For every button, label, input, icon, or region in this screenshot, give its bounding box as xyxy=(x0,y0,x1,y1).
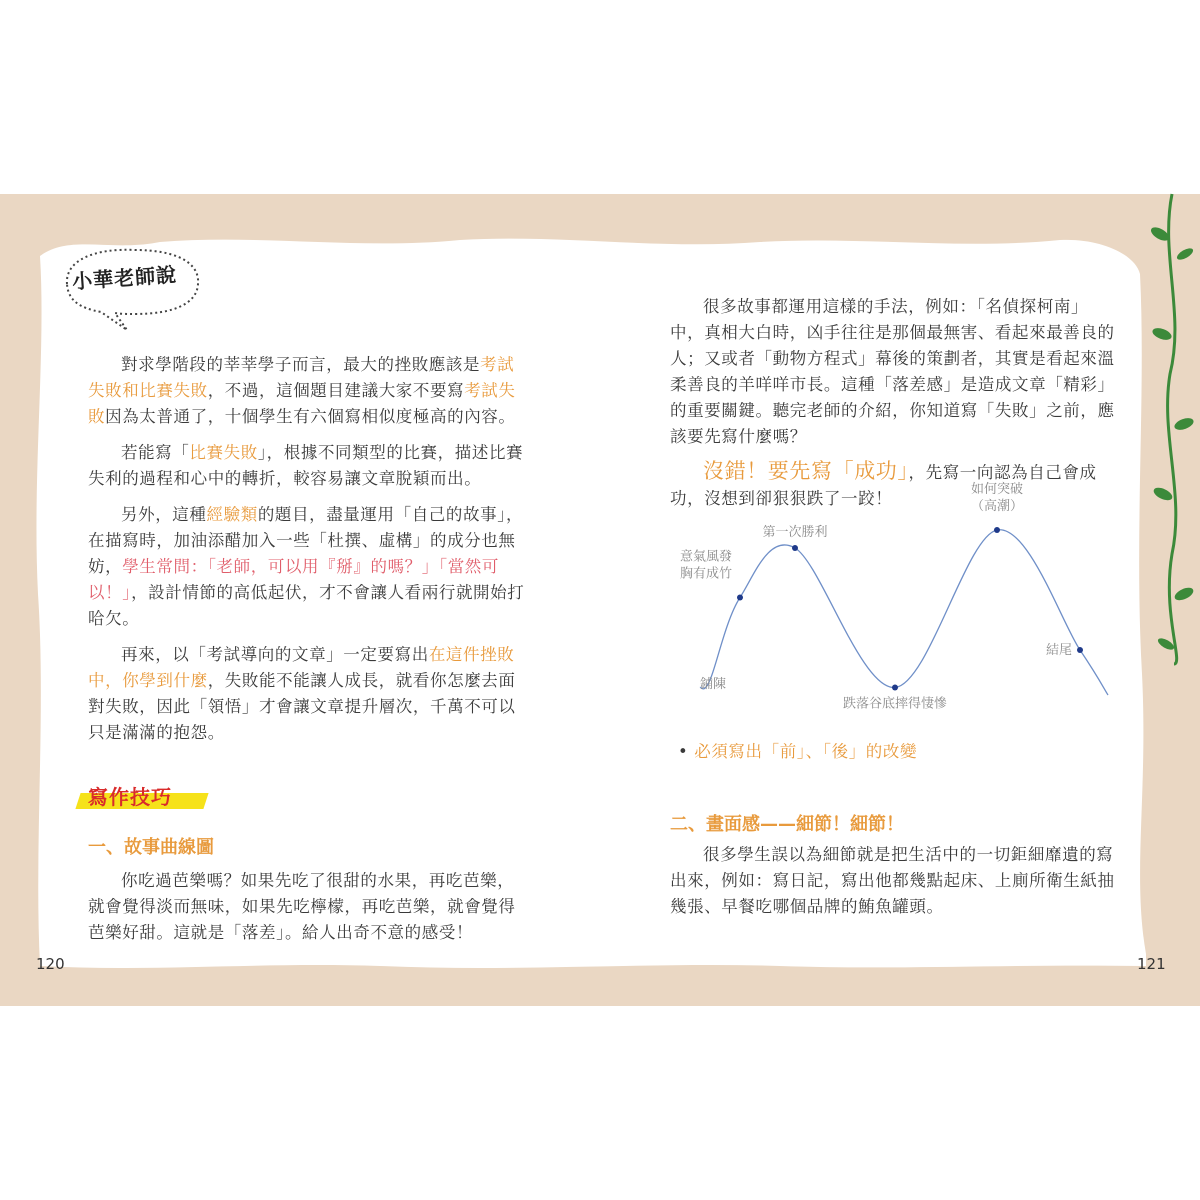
section2-paragraph: 很多學生誤以為細節就是把生活中的一切鉅細靡遺的寫出來，例如：寫日記，寫出他都幾點起床、上廁所衛生紙抽幾張、早餐吃哪個品牌的鮪魚罐頭。 xyxy=(670,845,1115,916)
curve-point xyxy=(1077,647,1083,653)
curve-point xyxy=(792,545,798,551)
highlighted-text: 在這件挫敗中，你學到什麼 xyxy=(88,645,515,690)
text-run: ，設計情節的高低起伏，才不會讓人看兩行就開始打哈欠。 xyxy=(88,583,525,628)
curve-label: 如何突破 xyxy=(970,482,1024,497)
section2-heading: 二、畫面感——細節！細節！ xyxy=(670,814,904,835)
text-run: 若能寫「 xyxy=(121,443,190,462)
body-paragraph xyxy=(88,642,530,746)
highlighted-text: 比賽失敗 xyxy=(189,443,258,462)
body-paragraph xyxy=(88,502,530,632)
vine-leaf xyxy=(1173,585,1195,603)
curve-label: 胸有成竹 xyxy=(679,566,732,582)
curve-label: 結尾 xyxy=(1045,643,1072,658)
text-run: ，失敗能不能讓人成長，就看你怎麼去面對失敗，因此「領悟」才會讓文章提升層次，千萬不可以只是滿滿的抱怨。 xyxy=(88,671,516,742)
bullet-point xyxy=(678,739,917,765)
left-body-text xyxy=(88,352,530,756)
curve-label: （高潮） xyxy=(970,499,1024,514)
lead-rest: ，先寫一向認為自己會成功，沒想到卻狠狠跌了一跤！ xyxy=(670,463,1097,508)
page-number-right: 121 xyxy=(1137,955,1166,973)
vine-leaf xyxy=(1173,416,1195,432)
text-run: 的題目，盡量運用「自己的故事」，在描寫時，加油添醋加入一些「杜撰、虛構」的成分也無妨， xyxy=(88,505,524,576)
bullet-text: 必須寫出「前」、「後」的改變 xyxy=(694,742,918,761)
curve-label: 意氣風發 xyxy=(679,549,732,565)
text-run: 」，根據不同類型的比賽，描述比賽失利的過程和心中的轉折，較容易讓文章脫穎而出。 xyxy=(88,443,524,488)
badge-label: 小華老師說 xyxy=(71,262,178,294)
body-paragraph xyxy=(88,352,530,430)
right-lead xyxy=(670,458,1115,522)
vine-stem xyxy=(1168,194,1177,664)
curve-point xyxy=(994,527,1000,533)
curve-label: 第一次勝利 xyxy=(762,525,828,540)
highlighted-text: 學生常問：「老師，可以用『掰』的嗎？」「當然可以！」 xyxy=(88,557,500,602)
page-number-left: 120 xyxy=(36,955,65,973)
highlighted-text: 考試失敗 xyxy=(88,381,516,426)
body-paragraph xyxy=(88,440,530,492)
curve-point xyxy=(892,685,898,691)
vine-leaf xyxy=(1151,326,1173,342)
highlighted-text: 考試失敗和比賽失敗 xyxy=(88,355,515,400)
text-run: 因為太普通了，十個學生有六個寫相似度極高的內容。 xyxy=(105,407,516,426)
vine-leaf xyxy=(1175,246,1195,262)
section1-paragraph: 你吃過芭樂嗎？如果先吃了很甜的水果，再吃芭樂，就會覺得淡而無味，如果先吃檸檬，再吃芭樂，就會覺得芭樂好甜。這就是「落差」。給人出奇不意的感受！ xyxy=(88,871,516,942)
story-curve-line xyxy=(700,530,1108,695)
section1-heading: 一、故事曲線圖 xyxy=(88,837,214,858)
text-run: 另外，這種 xyxy=(121,505,207,524)
highlighted-text: 經驗類 xyxy=(206,505,258,524)
right-paragraph-1: 很多故事都運用這樣的手法，例如：「名偵探柯南」中，真相大白時，凶手往往是那個最無害、看起來最善良的人；又或者「動物方程式」幕後的策劃者，其實是看起來溫柔善良的羊咩咩市長。這種「落差感」是造成文章「精彩」的重要關鍵。聽完老師的介紹，你知道寫「失敗」之前，應該要先寫什麼嗎？ xyxy=(670,297,1115,446)
curve-point xyxy=(737,595,743,601)
section-heading-technique: 寫作技巧 xyxy=(88,785,172,809)
curve-label: 鋪陳 xyxy=(700,677,727,692)
lead-highlight: 沒錯！要先寫「成功」 xyxy=(703,459,909,483)
text-run: 對求學階段的莘莘學子而言，最大的挫敗應該是 xyxy=(121,355,481,374)
curve-label: 跌落谷底摔得悽慘 xyxy=(842,696,948,712)
text-run: ，不過，這個題目建議大家不要寫 xyxy=(207,381,465,400)
bullet-icon: • xyxy=(678,742,689,761)
vine-leaf xyxy=(1152,485,1174,503)
text-run: 再來，以「考試導向的文章」一定要寫出 xyxy=(121,645,429,664)
